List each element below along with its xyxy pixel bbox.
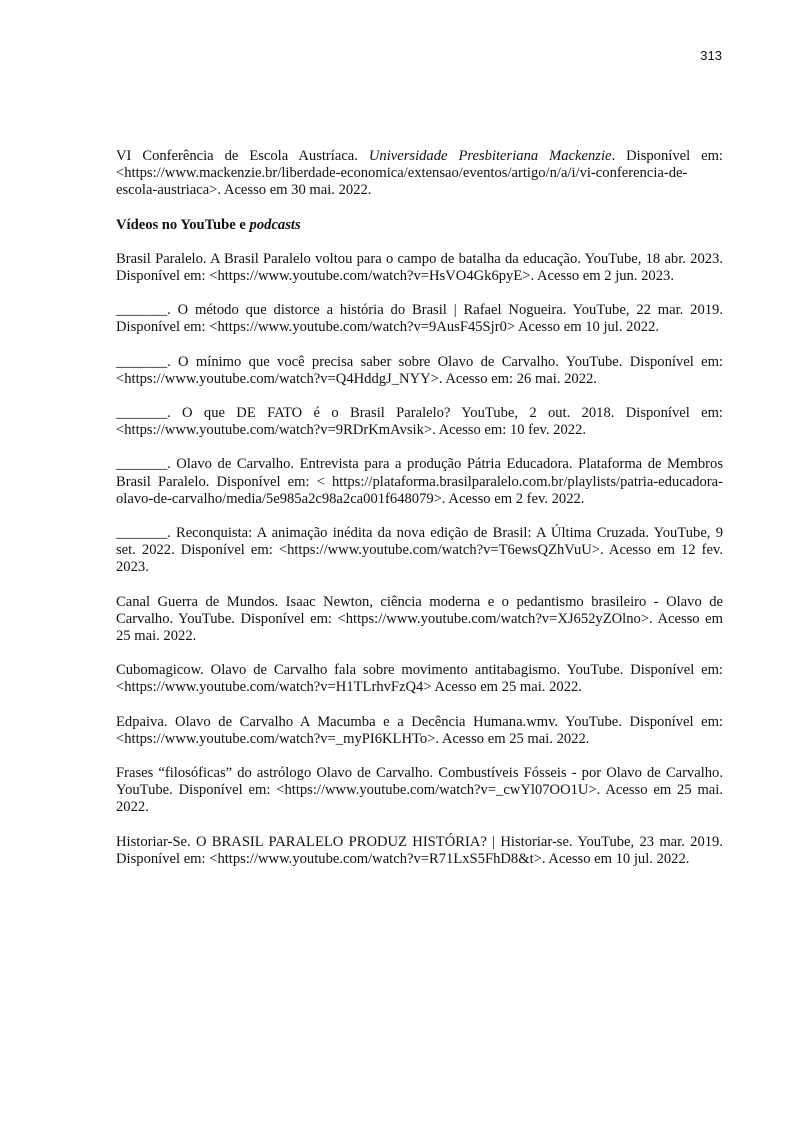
reference-entry: _______. Olavo de Carvalho. Entrevista para a produção Pátria Educadora. Plataforma de Membros Brasil Paralelo. Disponível em: < https://plataforma.brasilparalelo.com.br/playlists/patria-educadora-olavo-de-carvalho/media/5e985a2c98a2ca001f648079>. Acesso em 2 fev. 2022. [116, 456, 723, 507]
reference-entry: _______. O mínimo que você precisa saber sobre Olavo de Carvalho. YouTube. Disponível em: <https://www.youtube.com/watch?v=Q4HddgJ_NYY>. Acesso em: 26 mai. 2022. [116, 353, 723, 387]
page-number: 313 [700, 48, 722, 63]
reference-entry: Edpaiva. Olavo de Carvalho A Macumba e a Decência Humana.wmv. YouTube. Disponível em: <https://www.youtube.com/watch?v=_myPI6KLHTo>. Acesso em 25 mai. 2022. [116, 713, 723, 747]
section-heading [116, 217, 723, 234]
reference-entry: _______. O que DE FATO é o Brasil Paralelo? YouTube, 2 out. 2018. Disponível em: <https://www.youtube.com/watch?v=9RDrKmAvsik>. Acesso em: 10 fev. 2022. [116, 405, 723, 439]
reference-entry: _______. O método que distorce a história do Brasil | Rafael Nogueira. YouTube, 22 mar. 2019. Disponível em: <https://www.youtube.com/watch?v=9AusF45Sjr0> Acesso em 10 jul. 2022. [116, 302, 723, 336]
reference-entry: _______. Reconquista: A animação inédita da nova edição de Brasil: A Última Cruzada. YouTube, 9 set. 2022. Disponível em: <https://www.youtube.com/watch?v=T6ewsQZhVuU>. Acesso em 12 fev. 2023. [116, 525, 723, 576]
reference-institution: Universidade Presbiteriana Mackenzie [368, 148, 612, 164]
reference-entry: Frases “filosóficas” do astrólogo Olavo de Carvalho. Combustíveis Fósseis - por Olavo de Carvalho. YouTube. Disponível em: <https://www.youtube.com/watch?v=_cwYl07OO1U>. Acesso em 25 mai. 2022. [116, 765, 723, 816]
reference-entry: Cubomagicow. Olavo de Carvalho fala sobre movimento antitabagismo. YouTube. Disponível em: <https://www.youtube.com/watch?v=H1TLrhvFzQ4> Acesso em 25 mai. 2022. [116, 662, 723, 696]
reference-entry: Canal Guerra de Mundos. Isaac Newton, ciência moderna e o pedantismo brasileiro - Olavo de Carvalho. YouTube. Disponível em: <https://www.youtube.com/watch?v=XJ652yZOlno>. Acesso em 25 mai. 2022. [116, 593, 723, 645]
reference-entry-mackenzie [116, 148, 723, 200]
reference-list [116, 148, 723, 885]
reference-text: VI Conferência de Escola Austríaca. [116, 148, 369, 164]
section-heading-bold: Vídeos no YouTube e [116, 216, 250, 233]
section-heading-italic: podcasts [249, 216, 301, 233]
reference-entry: Brasil Paralelo. A Brasil Paralelo voltou para o campo de batalha da educação. YouTube, 18 abr. 2023. Disponível em: <https://www.youtube.com/watch?v=HsVO4Gk6pyE>. Acesso em 2 jun. 2023. [116, 250, 723, 285]
reference-text: . Disponível em: <https://www.mackenzie.br/liberdade-economica/extensao/eventos/artigo/n/a/i/vi-conferencia-de-escola-austriaca>. Acesso em 30 mai. 2022. [116, 148, 723, 199]
reference-entry: Historiar-Se. O BRASIL PARALELO PRODUZ HISTÓRIA? | Historiar-se. YouTube, 23 mar. 2019. Disponível em: <https://www.youtube.com/watch?v=R71LxS5FhD8&t>. Acesso em 10 jul. 2022. [116, 833, 723, 867]
